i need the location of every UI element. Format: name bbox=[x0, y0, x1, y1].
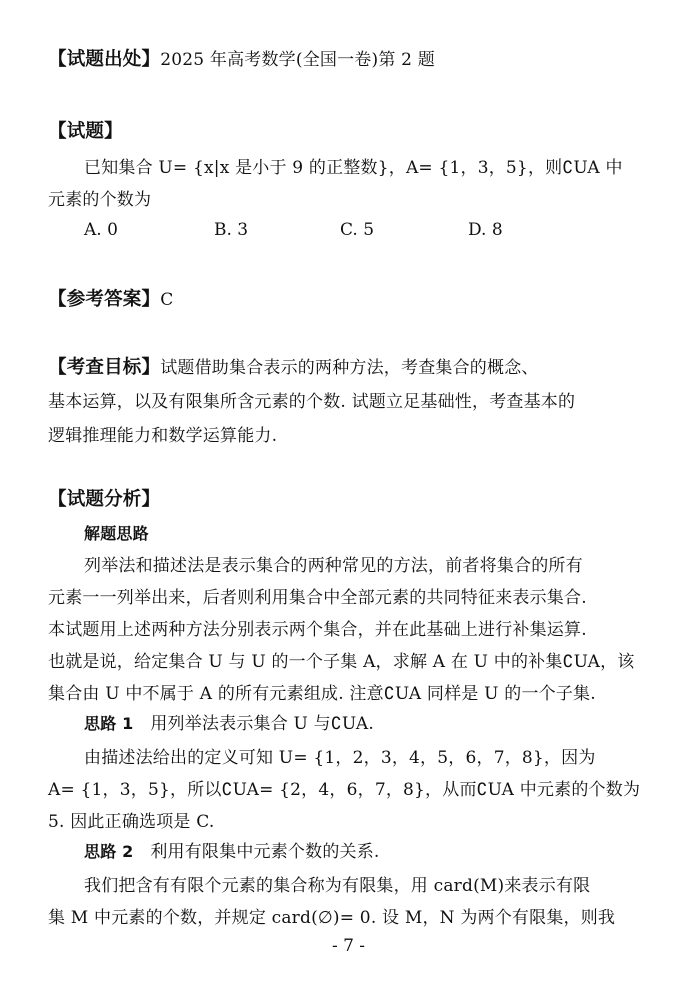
source-text: 2025 年高考数学(全国一卷)第 2 题 bbox=[160, 50, 435, 70]
analysis-p3-line-2: 集 M 中元素的个数，并规定 card(∅)= 0. 设 M，N 为两个有限集，则我 bbox=[48, 908, 616, 928]
idea-2-label: 思路 2 bbox=[84, 842, 134, 861]
idea-1-label: 思路 1 bbox=[84, 714, 134, 733]
question-heading: 【试题】 bbox=[48, 121, 123, 142]
analysis-p3-line-1: 我们把含有有限个元素的集合称为有限集，用 card(M)来表示有限 bbox=[84, 876, 591, 896]
answer-value: C bbox=[160, 290, 174, 310]
solution-approach-title: 解题思路 bbox=[84, 524, 149, 543]
idea-2-text: 利用有限集中元素个数的关系. bbox=[150, 842, 380, 862]
objective-text-1: 试题借助集合表示的两种方法，考查集合的概念、 bbox=[160, 358, 539, 378]
analysis-p2-line-3: 5. 因此正确选项是 C. bbox=[48, 812, 215, 832]
idea-1-line bbox=[84, 712, 654, 736]
analysis-p2-line-1: 由描述法给出的定义可知 U= {1，2，3，4，5，6，7，8}，因为 bbox=[84, 748, 596, 768]
option-c: C. 5 bbox=[340, 220, 375, 240]
analysis-p1-line-1: 列举法和描述法是表示集合的两种常见的方法，前者将集合的所有 bbox=[84, 556, 583, 576]
option-d: D. 8 bbox=[468, 220, 503, 240]
objective-line-2: 基本运算，以及有限集所含元素的个数. 试题立足基础性，考查基本的 bbox=[48, 392, 576, 412]
option-b: B. 3 bbox=[214, 220, 249, 240]
analysis-heading: 【试题分析】 bbox=[48, 489, 161, 510]
analysis-p2-line-2: A= {1，3，5}，所以∁UA= {2，4，6，7，8}，从而∁UA 中元素的个数为 bbox=[48, 780, 641, 800]
answer-heading: 【参考答案】 bbox=[48, 289, 161, 310]
analysis-p1-line-5: 集合由 U 中不属于 A 的所有元素组成. 注意∁UA 同样是 U 的一个子集. bbox=[48, 684, 596, 704]
question-line-2: 元素的个数为 bbox=[48, 190, 152, 210]
analysis-p1-line-3: 本试题用上述两种方法分别表示两个集合，并在此基础上进行补集运算. bbox=[48, 620, 587, 640]
analysis-p1-line-2: 元素一一列举出来，后者则利用集合中全部元素的共同特征来表示集合. bbox=[48, 588, 587, 608]
objective-line-1 bbox=[48, 356, 654, 380]
page-number: - 7 - bbox=[331, 936, 366, 956]
analysis-p1-line-4: 也就是说，给定集合 U 与 U 的一个子集 A，求解 A 在 U 中的补集∁UA，该 bbox=[48, 652, 635, 672]
idea-1-text: 用列举法表示集合 U 与∁UA. bbox=[150, 714, 374, 734]
objective-heading: 【考查目标】 bbox=[48, 357, 161, 378]
answer-line bbox=[48, 288, 654, 312]
question-line-1: 已知集合 U= {x|x 是小于 9 的正整数}，A= {1，3，5}，则∁UA 中 bbox=[84, 158, 623, 178]
objective-line-3: 逻辑推理能力和数学运算能力. bbox=[48, 426, 278, 446]
source-heading: 【试题出处】 bbox=[48, 49, 161, 70]
source-line bbox=[48, 48, 654, 72]
idea-2-line bbox=[84, 840, 654, 864]
option-a: A. 0 bbox=[84, 220, 118, 240]
